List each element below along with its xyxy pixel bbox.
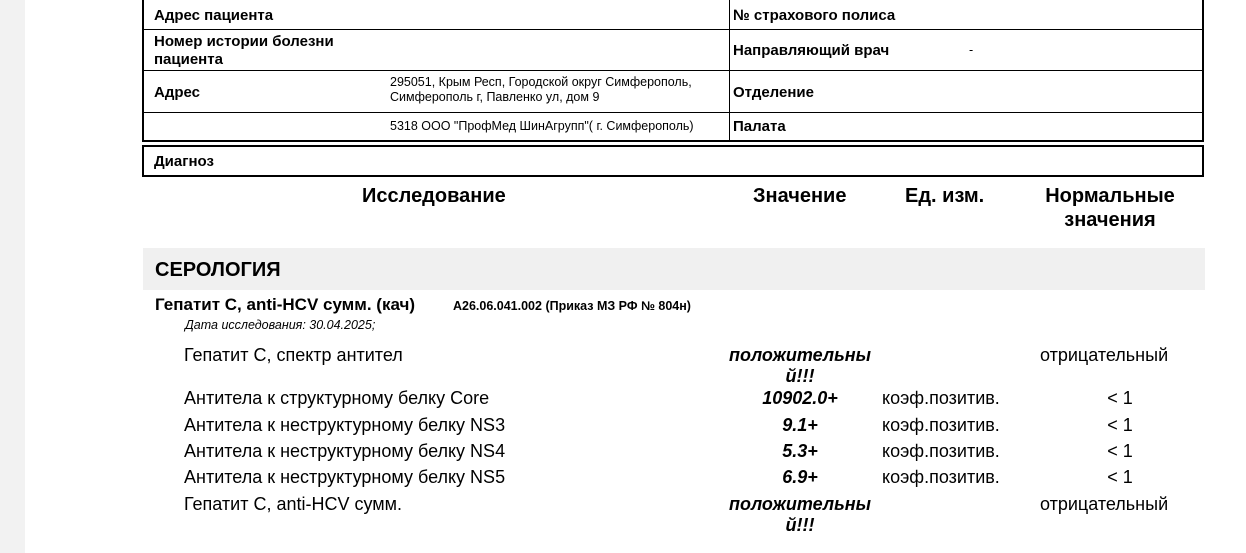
result-name: Антитела к структурному белку Core — [184, 388, 490, 408]
row-org — [144, 112, 1202, 140]
row-address2 — [144, 70, 1202, 113]
result-unit: коэф.позитив. — [882, 415, 1000, 435]
result-normal: < 1 — [1107, 415, 1133, 435]
referring-doctor-value: - — [969, 43, 974, 57]
header-unit: Ед. изм. — [905, 185, 985, 207]
result-value: 10902.0+ — [762, 388, 838, 408]
header-value: Значение — [753, 185, 847, 207]
test-name: Гепатит С, anti-HCV сумм. (кач) — [155, 295, 416, 314]
result-name: Гепатит С, спектр антител — [184, 345, 403, 365]
row-history — [144, 29, 1202, 71]
section-title: СЕРОЛОГИЯ — [155, 259, 281, 281]
policy-label: № страхового полиса — [733, 7, 896, 24]
org-value: 5318 ООО "ПрофМед ШинАгрупп"( г. Симферополь) — [390, 119, 694, 133]
header-study: Исследование — [362, 185, 506, 207]
result-value: положительны — [728, 494, 872, 514]
result-normal: < 1 — [1107, 388, 1133, 408]
history-label-line1: Номер истории болезни — [154, 33, 334, 50]
patient-info-table — [142, 0, 1204, 142]
result-name: Антитела к неструктурному белку NS4 — [184, 441, 506, 461]
address2-label: Адрес — [154, 84, 201, 101]
result-normal: отрицательный — [1040, 494, 1169, 514]
result-normal: отрицательный — [1040, 345, 1169, 365]
result-normal: < 1 — [1107, 467, 1133, 487]
header-normal-line1: Нормальные — [1045, 185, 1175, 207]
history-label-line2: пациента — [154, 51, 223, 68]
header-normal-line2: значения — [1064, 209, 1156, 231]
result-value: 5.3+ — [782, 441, 818, 461]
result-unit: коэф.позитив. — [882, 441, 1000, 461]
result-value-cont: й!!! — [785, 515, 815, 535]
result-unit: коэф.позитив. — [882, 467, 1000, 487]
result-name: Гепатит С, anti-HCV сумм. — [184, 494, 403, 514]
address2-value-line2: Симферополь г, Павленко ул, дом 9 — [390, 90, 600, 104]
study-date: Дата исследования: 30.04.2025; — [185, 318, 376, 332]
result-value-cont: й!!! — [785, 366, 815, 386]
result-unit: коэф.позитив. — [882, 388, 1000, 408]
address-label: Адрес пациента — [154, 7, 274, 24]
section-band — [143, 248, 1205, 290]
result-name: Антитела к неструктурному белку NS5 — [184, 467, 506, 487]
diagnosis-label: Диагноз — [154, 153, 214, 170]
test-code: А26.06.041.002 (Приказ МЗ РФ № 804н) — [453, 299, 691, 313]
result-value: 9.1+ — [782, 415, 818, 435]
department-label: Отделение — [733, 84, 814, 101]
result-value: 6.9+ — [782, 467, 818, 487]
result-name: Антитела к неструктурному белку NS3 — [184, 415, 506, 435]
ward-label: Палата — [733, 118, 786, 135]
result-normal: < 1 — [1107, 441, 1133, 461]
result-value: положительны — [728, 345, 872, 365]
address2-value-line1: 295051, Крым Респ, Городской округ Симферополь, — [390, 75, 692, 89]
diagnosis-box — [142, 145, 1204, 177]
referring-doctor-label: Направляющий врач — [733, 42, 890, 59]
row-address — [144, 0, 1202, 30]
